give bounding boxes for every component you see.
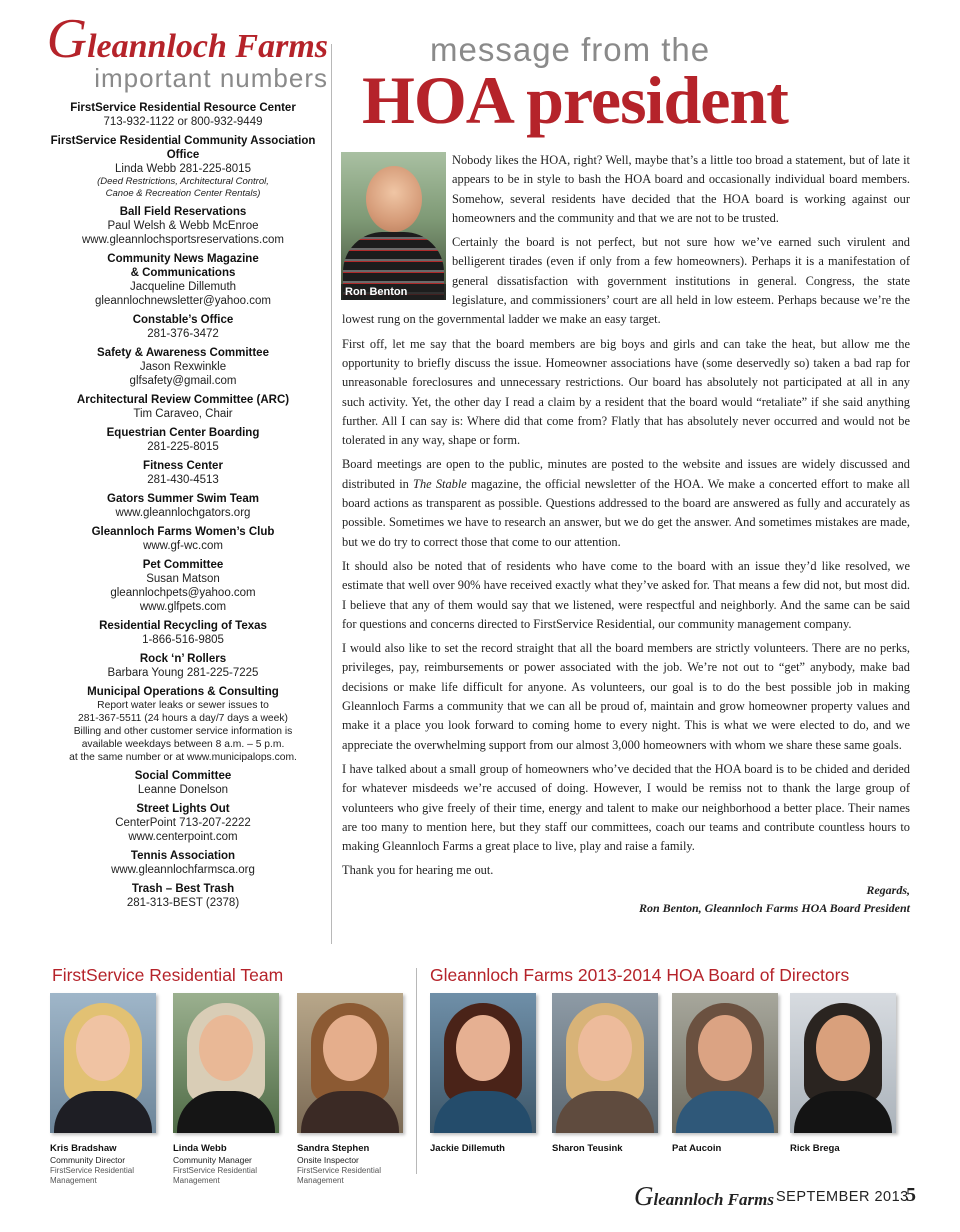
member-role: Community Director xyxy=(50,1155,126,1165)
member-photo xyxy=(50,993,156,1133)
contact-name: Tennis Association xyxy=(130,850,236,862)
photo-face xyxy=(578,1015,632,1081)
contact-item xyxy=(38,685,328,764)
contact-note: at the same number or at www.municipalops.com. xyxy=(69,752,297,763)
article-paragraph: I would also like to set the record straight that all the board members are strictly volunteers. There are no perks, privileges, pay, reimbursements or power associated with the job. We’re not out to “get” anybody, make bad decisions or make life difficult for anyone. As volunteers, our goal is to do the best possible job in making Gleannloch Farms a community that we can all be proud of, maintain and grow homeowner property values and make it a place you look forward to coming home to every night. This is what we were elected to do, and we appreciate the overwhelming support from our almost 3,000 homeowners with whom we share these same goals. xyxy=(342,641,910,752)
member-photo xyxy=(297,993,403,1133)
member-photo xyxy=(173,993,279,1133)
member-name: Linda Webb xyxy=(173,1143,227,1154)
contact-person: Susan Matson xyxy=(146,573,220,585)
article-paragraph: Certainly the board is not perfect, but not sure how we’ve earned such virulent and belligerent tirades (even if only from a few homeowners). Perhaps it is a manifestation of general dissatisfaction with government institutions in general. Congress, the state legislature, and commissioners’ court are all held in low esteem. Perhaps because we’re the lowest rung on the governmental ladder we make an easy target. xyxy=(342,235,910,327)
paragraph-text: magazine, the official newsletter of the HOA. We make a concerted effort to make all board actions as transparent as possible. Questions addressed to the board are answered as fully and accurately as possible. Sometimes we have to research an answer, but we do get the answer. And sometimes mistakes are made, but we do try to correct those that come to our attention. xyxy=(342,476,910,549)
member-name: Kris Bradshaw xyxy=(50,1143,117,1154)
photo-face xyxy=(199,1015,253,1081)
contact-name: Safety & Awareness Committee xyxy=(97,347,269,359)
contact-person: Jason Rexwinkle xyxy=(139,361,227,373)
page-footer xyxy=(634,1182,916,1212)
photo-face xyxy=(76,1015,130,1081)
contact-note: 281-367-5511 (24 hours a day/7 days a week) xyxy=(78,713,288,724)
contact-phone: 281-313-BEST (2378) xyxy=(126,897,240,909)
contact-item xyxy=(38,134,328,200)
contact-person: Jacqueline Dillemuth xyxy=(129,281,237,293)
contact-email[interactable]: glfsafety@gmail.com xyxy=(129,375,237,387)
contact-website[interactable]: www.gleannlochfarmsca.org xyxy=(111,864,255,876)
contact-name: Community News Magazine xyxy=(107,253,259,265)
firstservice-team-heading: FirstService Residential Team xyxy=(52,965,284,985)
contact-item xyxy=(38,769,328,797)
contact-name: Ball Field Reservations xyxy=(119,206,247,218)
page-number: 5 xyxy=(906,1184,916,1206)
contact-item xyxy=(38,882,328,910)
contact-item xyxy=(38,525,328,553)
contact-item xyxy=(38,426,328,454)
contact-note: available weekdays between 8 a.m. – 5 p.m. xyxy=(81,739,285,750)
contact-phone: 281-376-3472 xyxy=(147,328,219,340)
footer-brand: Gleannloch Farms xyxy=(634,1181,774,1211)
article-paragraph: I have talked about a small group of homeowners who’ve decided that the HOA board is to be chided and derided for whatever misdeeds we’re accused of doing. However, I would be remiss not to thank the large group of volunteers who give freely of their time, energy and talent to make our neighborhood a better place. Their names are too many to mention here, but they staff our committees, coach our teams and contribute countless hours to making Gleannloch Farms a great place to live, play and raise a family. xyxy=(342,761,910,854)
closing-regards: Regards, xyxy=(866,882,910,897)
member-name: Jackie Dillemuth xyxy=(430,1143,505,1154)
contact-name: FirstService Residential Resource Center xyxy=(70,102,296,114)
board-member xyxy=(430,993,536,1155)
contact-person: Tim Caraveo, Chair xyxy=(133,408,233,420)
important-numbers-heading: important numbers xyxy=(94,63,328,93)
member-photo xyxy=(430,993,536,1133)
board-member xyxy=(552,993,658,1155)
magazine-title: The Stable xyxy=(413,476,467,491)
contact-item xyxy=(38,652,328,680)
contact-item xyxy=(38,849,328,877)
contact-phone: 1-866-516-9805 xyxy=(142,634,224,646)
contact-phone: 713-932-1122 or 800-932-9449 xyxy=(103,116,263,128)
contact-item xyxy=(38,619,328,647)
board-member xyxy=(672,993,778,1155)
brand-logo-text: leannloch Farms xyxy=(87,28,328,65)
contact-person: Leanne Donelson xyxy=(137,784,229,796)
contact-name: Constable’s Office xyxy=(132,314,234,326)
member-org: Management xyxy=(297,1176,344,1185)
contact-note: (Deed Restrictions, Architectural Control, xyxy=(97,176,269,187)
important-numbers-column xyxy=(38,8,328,915)
contact-list xyxy=(38,101,328,910)
member-org: FirstService Residential xyxy=(50,1166,135,1175)
contact-item xyxy=(38,252,328,308)
contact-name-cont: & Communications xyxy=(130,267,236,279)
contact-note: Report water leaks or sewer issues to xyxy=(97,700,269,711)
contact-name: Trash – Best Trash xyxy=(131,883,235,895)
contact-name: Residential Recycling of Texas xyxy=(99,620,267,632)
contact-note: Canoe & Recreation Center Rentals) xyxy=(105,188,261,199)
contact-name: Gators Summer Swim Team xyxy=(107,493,259,505)
board-member xyxy=(790,993,896,1155)
photo-caption: Ron Benton xyxy=(341,284,446,300)
contact-item xyxy=(38,492,328,520)
contact-item xyxy=(38,205,328,247)
contact-phone: 281-430-4513 xyxy=(147,474,219,486)
contact-website[interactable]: www.gleannlochsportsreservations.com xyxy=(82,234,284,246)
member-photo xyxy=(672,993,778,1133)
contact-website[interactable]: www.gf-wc.com xyxy=(143,540,223,552)
brand-logo: Gleannloch Farms xyxy=(46,8,328,70)
contact-item xyxy=(38,313,328,341)
article-paragraph-board-meetings xyxy=(342,455,910,551)
photo-face xyxy=(816,1015,870,1081)
contact-name: Pet Committee xyxy=(142,559,224,571)
contact-phone: 281-225-8015 xyxy=(147,441,219,453)
member-name: Sharon Teusink xyxy=(552,1143,623,1154)
team-divider xyxy=(416,968,417,1174)
article-kicker: message from the xyxy=(430,31,711,68)
contact-email[interactable]: gleannlochpets@yahoo.com xyxy=(110,587,256,599)
contact-item xyxy=(38,558,328,614)
contact-phone: Linda Webb 281-225-8015 xyxy=(115,163,251,175)
contact-phone: Barbara Young 281-225-7225 xyxy=(107,667,259,679)
contact-name: Fitness Center xyxy=(143,460,223,472)
photo-face xyxy=(323,1015,377,1081)
contact-item xyxy=(38,101,328,129)
contact-item xyxy=(38,802,328,844)
footer-brand-text: leannloch Farms xyxy=(653,1190,774,1209)
contact-phone: CenterPoint 713-207-2222 xyxy=(115,817,251,829)
contact-name: FirstService Residential Community Association Office xyxy=(50,135,316,161)
contact-name: Architectural Review Committee (ARC) xyxy=(76,394,290,406)
contact-name: Municipal Operations & Consulting xyxy=(87,686,279,698)
contact-name: Rock ‘n’ Rollers xyxy=(139,653,227,665)
article-body xyxy=(342,150,910,917)
member-name: Pat Aucoin xyxy=(672,1143,722,1154)
article-title: HOA president xyxy=(362,62,788,138)
photo-face xyxy=(456,1015,510,1081)
contact-name: Street Lights Out xyxy=(136,803,230,815)
contact-item xyxy=(38,346,328,388)
team-member xyxy=(297,993,403,1186)
contact-name: Gleannloch Farms Women’s Club xyxy=(91,526,275,538)
column-divider xyxy=(331,44,332,944)
member-photo xyxy=(552,993,658,1133)
contact-website[interactable]: www.gleannlochgators.org xyxy=(115,507,251,519)
paragraph-text: Board meetings are open to the public, minutes are posted to the website and issues are widely discussed and distributed in xyxy=(342,457,910,491)
contact-note: Billing and other customer service information is xyxy=(73,726,293,737)
team-member xyxy=(173,993,279,1186)
article-paragraph: It should also be noted that of residents who have come to the board with an issue they’d like resolved, we estimate that well over 90% have received exactly what they’ve asked for. That means a few did not, but most did. I believe that any of them would say that we listened, were respectful and neighborly. And the same can be said for questions and concerns directed to FirstService Residential, our community management company. xyxy=(342,558,910,631)
contact-website[interactable]: www.centerpoint.com xyxy=(128,831,238,843)
contact-website[interactable]: www.glfpets.com xyxy=(139,601,227,613)
member-org: Management xyxy=(173,1176,220,1185)
board-heading: Gleannloch Farms 2013-2014 HOA Board of Directors xyxy=(430,965,850,985)
issue-date: SEPTEMBER 2013 xyxy=(776,1189,909,1205)
member-name: Sandra Stephen xyxy=(297,1143,370,1154)
member-org: Management xyxy=(50,1176,97,1185)
member-photo xyxy=(790,993,896,1133)
member-role: Community Manager xyxy=(173,1155,252,1165)
article-paragraph: First off, let me say that the board members are big boys and girls and can take the heat, but allow me the opportunity to briefly discuss the issue. Homeowner associations have (some deservedly so) taken a bad rap for unreasonable foreclosures and unnecessary restrictions. Our board has absolutely not participated at all in any such activity. Yet, the other day I read a claim by a resident that the board would “retaliate” if she said anything further. All I can say is: Where did that come from? Flatly that has absolutely never occurred and would not be tolerated in any way, shape or form. xyxy=(342,336,910,448)
contact-item xyxy=(38,459,328,487)
member-org: FirstService Residential xyxy=(173,1166,258,1175)
photo-spacer xyxy=(342,150,452,302)
contact-item xyxy=(38,393,328,421)
member-org: FirstService Residential xyxy=(297,1166,382,1175)
member-role: Onsite Inspector xyxy=(297,1155,359,1165)
member-name: Rick Brega xyxy=(790,1143,840,1154)
article-paragraph: Thank you for hearing me out. xyxy=(342,863,494,878)
contact-person: Paul Welsh & Webb McEnroe xyxy=(107,220,259,232)
signature: Ron Benton, Gleannloch Farms HOA Board President xyxy=(638,900,910,915)
article-paragraph: Nobody likes the HOA, right? Well, maybe that’s a little too broad a statement, but of late it appears to be in style to bash the HOA board and occasionally individual board members. Somehow, several residents have decided that the HOA board is working against our homeowners and the community and that we are not to be trusted. xyxy=(452,153,910,225)
team-member xyxy=(50,993,156,1186)
contact-email[interactable]: gleannlochnewsletter@yahoo.com xyxy=(95,295,271,307)
contact-name: Equestrian Center Boarding xyxy=(106,427,260,439)
contact-name: Social Committee xyxy=(134,770,232,782)
photo-face xyxy=(698,1015,752,1081)
